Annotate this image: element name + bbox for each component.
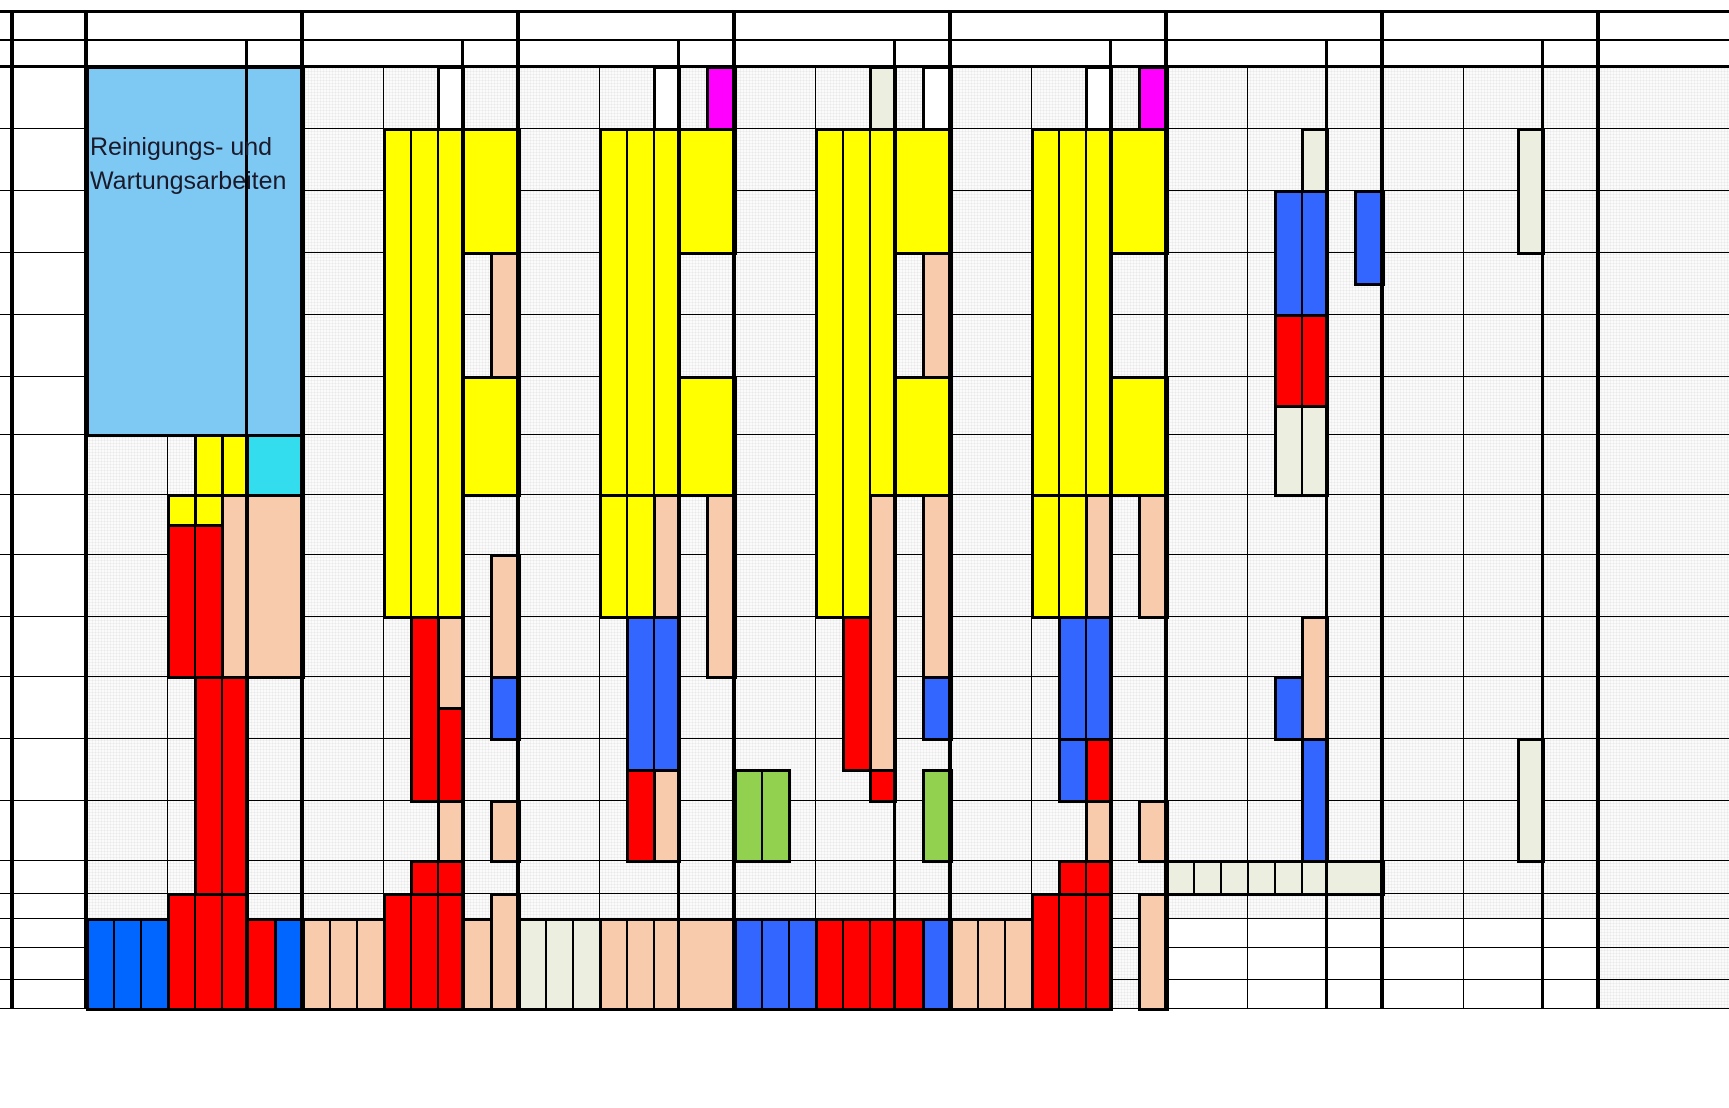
booking-divider: [1247, 863, 1249, 893]
booking-divider: [1085, 896, 1087, 1008]
booking-divider: [221, 896, 223, 1008]
booking-yellow[interactable]: [462, 376, 521, 497]
booking-peach[interactable]: [950, 918, 1034, 1011]
booking-yellow[interactable]: [194, 434, 224, 497]
column-number: [518, 44, 545, 64]
booking-divider: [842, 921, 844, 1008]
booking-divider: [1085, 131, 1087, 494]
booking-blue[interactable]: [1274, 676, 1304, 741]
column-number: [383, 44, 410, 64]
booking-yellow[interactable]: [194, 494, 224, 527]
column-number: [329, 44, 356, 64]
lsb-border: [893, 39, 896, 1008]
booking-divider: [626, 921, 628, 1008]
column-number: [977, 44, 1004, 64]
booking-divider: [437, 863, 439, 893]
cleaning-note-line: Wartungsarbeiten: [90, 167, 287, 195]
lsb-border: [1541, 39, 1544, 1008]
column-number: [1409, 44, 1436, 64]
booking-yellow[interactable]: [599, 128, 681, 497]
col-line: [1463, 66, 1464, 1008]
column-number: [1166, 44, 1193, 64]
column-number: [194, 44, 221, 64]
column-number: [545, 44, 572, 64]
booking-divider: [410, 896, 412, 1008]
left-border: [10, 10, 14, 1008]
column-number: [1058, 44, 1085, 64]
booking-divider: [653, 921, 655, 1008]
lsb-border: [1109, 39, 1112, 1008]
booking-red[interactable]: [815, 918, 925, 1011]
booking-divider: [194, 527, 196, 676]
column-number: [626, 44, 653, 64]
booking-divider: [977, 921, 979, 1008]
booking-pale[interactable]: [1166, 860, 1385, 896]
day-header: [302, 13, 518, 39]
booking-divider: [1058, 896, 1060, 1008]
column-number: [1436, 44, 1463, 64]
column-number: [1085, 44, 1110, 64]
booking-red[interactable]: [167, 524, 224, 679]
column-lsb: [462, 44, 518, 64]
booking-red[interactable]: [167, 893, 249, 1011]
column-number: [1274, 44, 1301, 64]
booking-blue[interactable]: [1058, 616, 1113, 741]
booking-divider: [788, 921, 790, 1008]
header-mid-line: [0, 39, 1729, 41]
booking-peach[interactable]: [302, 918, 386, 1011]
column-number: [1301, 44, 1326, 64]
booking-red[interactable]: [410, 616, 440, 803]
booking-yellow[interactable]: [1031, 494, 1088, 619]
column-number: [950, 44, 977, 64]
booking-divider: [194, 896, 196, 1008]
booking-peach[interactable]: [599, 918, 737, 1011]
booking-divider: [356, 921, 358, 1008]
booking-red[interactable]: [1274, 314, 1329, 408]
booking-divider: [221, 679, 223, 893]
booking-divider: [1274, 863, 1276, 893]
booking-red[interactable]: [1031, 893, 1113, 1011]
row-line: [0, 860, 1729, 861]
lsb-border: [461, 39, 464, 1008]
day-header: [518, 13, 734, 39]
zeit-label: [14, 14, 84, 38]
lsb-border: [677, 39, 680, 1008]
column-number: [1220, 44, 1247, 64]
booking-blue[interactable]: [734, 918, 818, 1011]
booking-divider: [410, 131, 412, 616]
booking-divider: [626, 497, 628, 616]
booking-yellow[interactable]: [167, 494, 197, 527]
booking-divider: [761, 921, 763, 1008]
booking-divider: [437, 896, 439, 1008]
booking-pale[interactable]: [518, 918, 602, 1011]
cleaning-note: [90, 130, 295, 200]
booking-divider: [1301, 863, 1303, 893]
booking-divider: [1193, 863, 1195, 893]
booking-red[interactable]: [194, 676, 249, 896]
booking-divider: [545, 921, 547, 1008]
column-number: [356, 44, 383, 64]
day-header: [950, 13, 1166, 39]
column-number: [842, 44, 869, 64]
column-lsb: [246, 44, 302, 64]
day-border: [516, 10, 520, 1008]
column-number: [653, 44, 678, 64]
day-border: [1596, 10, 1600, 1008]
booking-yellow[interactable]: [1110, 376, 1169, 497]
booking-divider: [653, 131, 655, 494]
column-number: [437, 44, 462, 64]
column-lsb: [894, 44, 950, 64]
booking-divider: [437, 131, 439, 616]
booking-divider: [842, 131, 844, 616]
column-number: [734, 44, 761, 64]
column-number: [1517, 44, 1542, 64]
day-border: [1380, 10, 1384, 1008]
day-border: [1164, 10, 1168, 1008]
booking-red[interactable]: [410, 860, 465, 896]
booking-divider: [1058, 131, 1060, 494]
column-lsb: [1326, 44, 1382, 64]
day-border: [300, 10, 304, 1008]
booking-yellow[interactable]: [678, 376, 737, 497]
booking-yellow[interactable]: [678, 128, 737, 255]
booking-yellow[interactable]: [894, 128, 953, 255]
booking-divider: [869, 921, 871, 1008]
booking-divider: [1004, 921, 1006, 1008]
column-number: [221, 44, 246, 64]
column-number: [113, 44, 140, 64]
row-line: [0, 893, 1729, 894]
column-lsb: [678, 44, 734, 64]
header-bottom-line: [0, 65, 1729, 68]
column-number: [140, 44, 167, 64]
booking-yellow[interactable]: [383, 128, 465, 619]
booking-divider: [1085, 619, 1087, 738]
booking-yellow[interactable]: [1031, 128, 1113, 497]
day-border: [732, 10, 736, 1008]
booking-divider: [653, 619, 655, 769]
booking-yellow[interactable]: [1110, 128, 1169, 255]
booking-divider: [761, 772, 763, 860]
column-number: [86, 44, 113, 64]
column-number: [572, 44, 599, 64]
column-number: [599, 44, 626, 64]
booking-red[interactable]: [626, 769, 656, 863]
column-number: [1382, 44, 1409, 64]
booking-yellow[interactable]: [599, 494, 656, 619]
column-number: [1490, 44, 1517, 64]
column-lsb: [1542, 44, 1598, 64]
day-border: [948, 10, 952, 1008]
booking-divider: [572, 921, 574, 1008]
booking-divider: [329, 921, 331, 1008]
column-number: [1031, 44, 1058, 64]
column-number: [815, 44, 842, 64]
booking-blue[interactable]: [1058, 738, 1088, 803]
column-number: [1193, 44, 1220, 64]
booking-divider: [113, 921, 115, 1008]
booking-blue[interactable]: [626, 616, 681, 772]
column-number: [788, 44, 815, 64]
booking-lightblue[interactable]: [86, 66, 305, 437]
day-header: [1166, 13, 1382, 39]
column-number: [869, 44, 894, 64]
booking-red[interactable]: [383, 893, 465, 1011]
column-number: [410, 44, 437, 64]
booking-pale[interactable]: [1274, 405, 1329, 497]
booking-divider: [1301, 317, 1303, 405]
booking-divider: [1085, 863, 1087, 893]
booking-divider: [1301, 408, 1303, 494]
day-header: [1382, 13, 1598, 39]
column-number: [1004, 44, 1031, 64]
column-number: [1463, 44, 1490, 64]
booking-divider: [1301, 193, 1303, 314]
booking-blue2[interactable]: [86, 918, 170, 1011]
booking-cyan[interactable]: [246, 434, 305, 497]
booking-yellow[interactable]: [894, 376, 953, 497]
lsb-border: [1325, 39, 1328, 1008]
booking-divider: [626, 131, 628, 494]
booking-divider: [1220, 863, 1222, 893]
booking-green[interactable]: [734, 769, 791, 863]
column-number: [761, 44, 788, 64]
column-number: [302, 44, 329, 64]
booking-peach[interactable]: [462, 918, 493, 1011]
column-number: [167, 44, 194, 64]
day-header: [86, 13, 302, 39]
booking-red[interactable]: [246, 918, 277, 1011]
day-header: [734, 13, 950, 39]
day-border: [84, 10, 88, 1008]
booking-divider: [1058, 497, 1060, 616]
booking-divider: [140, 921, 142, 1008]
booking-red[interactable]: [1058, 860, 1113, 896]
column-lsb: [1110, 44, 1166, 64]
booking-blue[interactable]: [1274, 190, 1329, 317]
booking-peach[interactable]: [246, 494, 305, 679]
column-number: [1247, 44, 1274, 64]
row-line: [0, 800, 1729, 801]
cleaning-note-line: Reinigungs- und: [90, 133, 273, 161]
booking-yellow[interactable]: [462, 128, 521, 255]
booking-red[interactable]: [842, 616, 872, 772]
